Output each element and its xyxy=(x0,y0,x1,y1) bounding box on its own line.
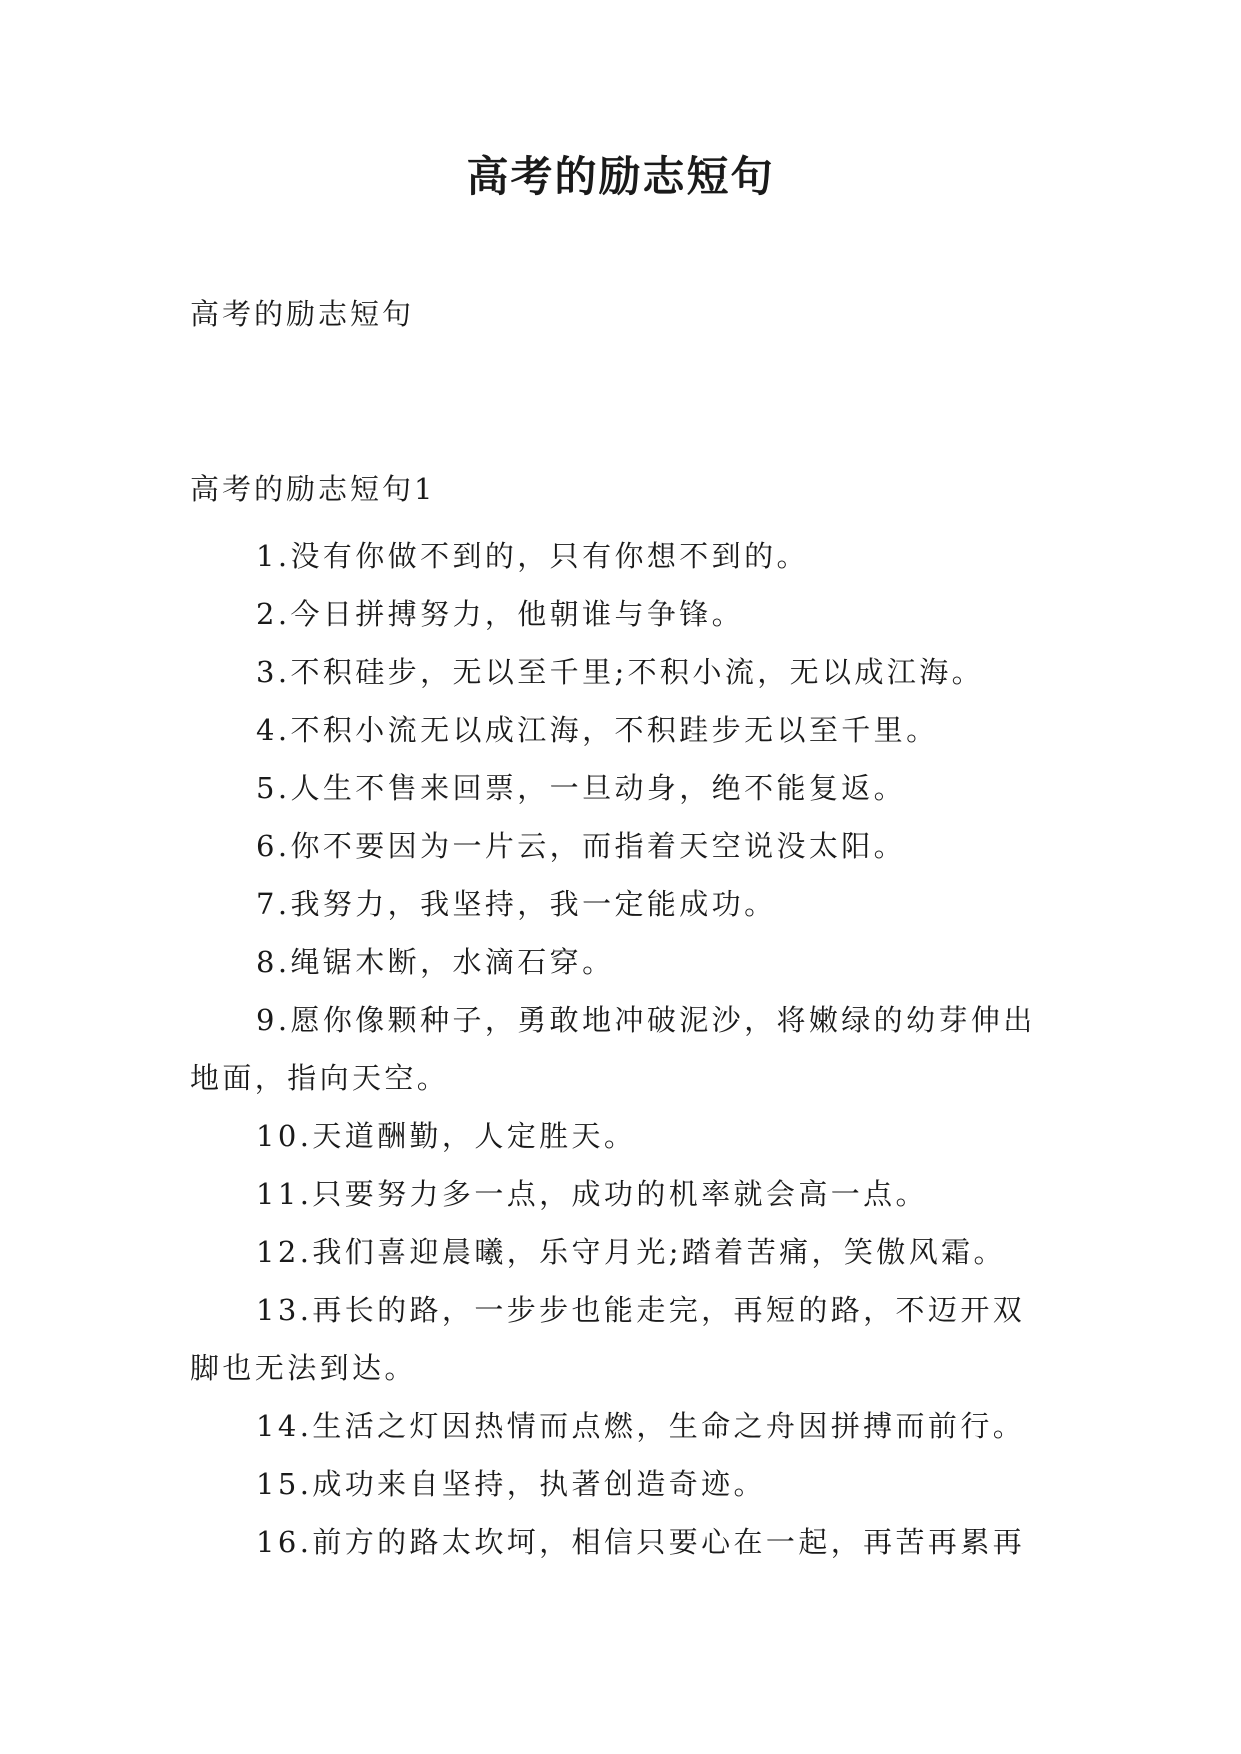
list-item: 11.只要努力多一点，成功的机率就会高一点。 xyxy=(256,1177,928,1211)
list-item: 13.再长的路，一步步也能走完，再短的路，不迈开双脚也无法到达。 xyxy=(190,1293,1026,1385)
list-item: 8.绳锯木断，水滴石穿。 xyxy=(256,945,615,979)
list-item: 16.前方的路太坎坷，相信只要心在一起，再苦再累再 xyxy=(256,1525,1026,1559)
list-item: 6.你不要因为一片云，而指着天空说没太阳。 xyxy=(256,829,907,863)
list-item: 15.成功来自坚持，执著创造奇迹。 xyxy=(256,1467,766,1501)
list-item: 1.没有你做不到的，只有你想不到的。 xyxy=(256,539,809,573)
list-item: 4.不积小流无以成江海，不积跬步无以至千里。 xyxy=(256,713,939,747)
list-item: 14.生活之灯因热情而点燃，生命之舟因拼搏而前行。 xyxy=(256,1409,1026,1443)
quote-list xyxy=(190,527,1050,1571)
list-item: 9.愿你像颗种子，勇敢地冲破泥沙，将嫩绿的幼芽伸出地面，指向天空。 xyxy=(190,1003,1036,1095)
document-title: 高考的励志短句 xyxy=(466,152,775,201)
section-heading: 高考的励志短句1 xyxy=(190,472,436,506)
list-item: 3.不积硅步，无以至千里;不积小流，无以成江海。 xyxy=(256,655,985,689)
list-item: 5.人生不售来回票，一旦动身，绝不能复返。 xyxy=(256,771,907,805)
document-subtitle: 高考的励志短句 xyxy=(190,297,415,331)
list-item: 2.今日拼搏努力，他朝谁与争锋。 xyxy=(256,597,745,631)
list-item: 10.天道酬勤，人定胜天。 xyxy=(256,1119,637,1153)
list-item: 7.我努力，我坚持，我一定能成功。 xyxy=(256,887,777,921)
list-item: 12.我们喜迎晨曦，乐守月光;踏着苦痛，笑傲风霜。 xyxy=(256,1235,1006,1269)
